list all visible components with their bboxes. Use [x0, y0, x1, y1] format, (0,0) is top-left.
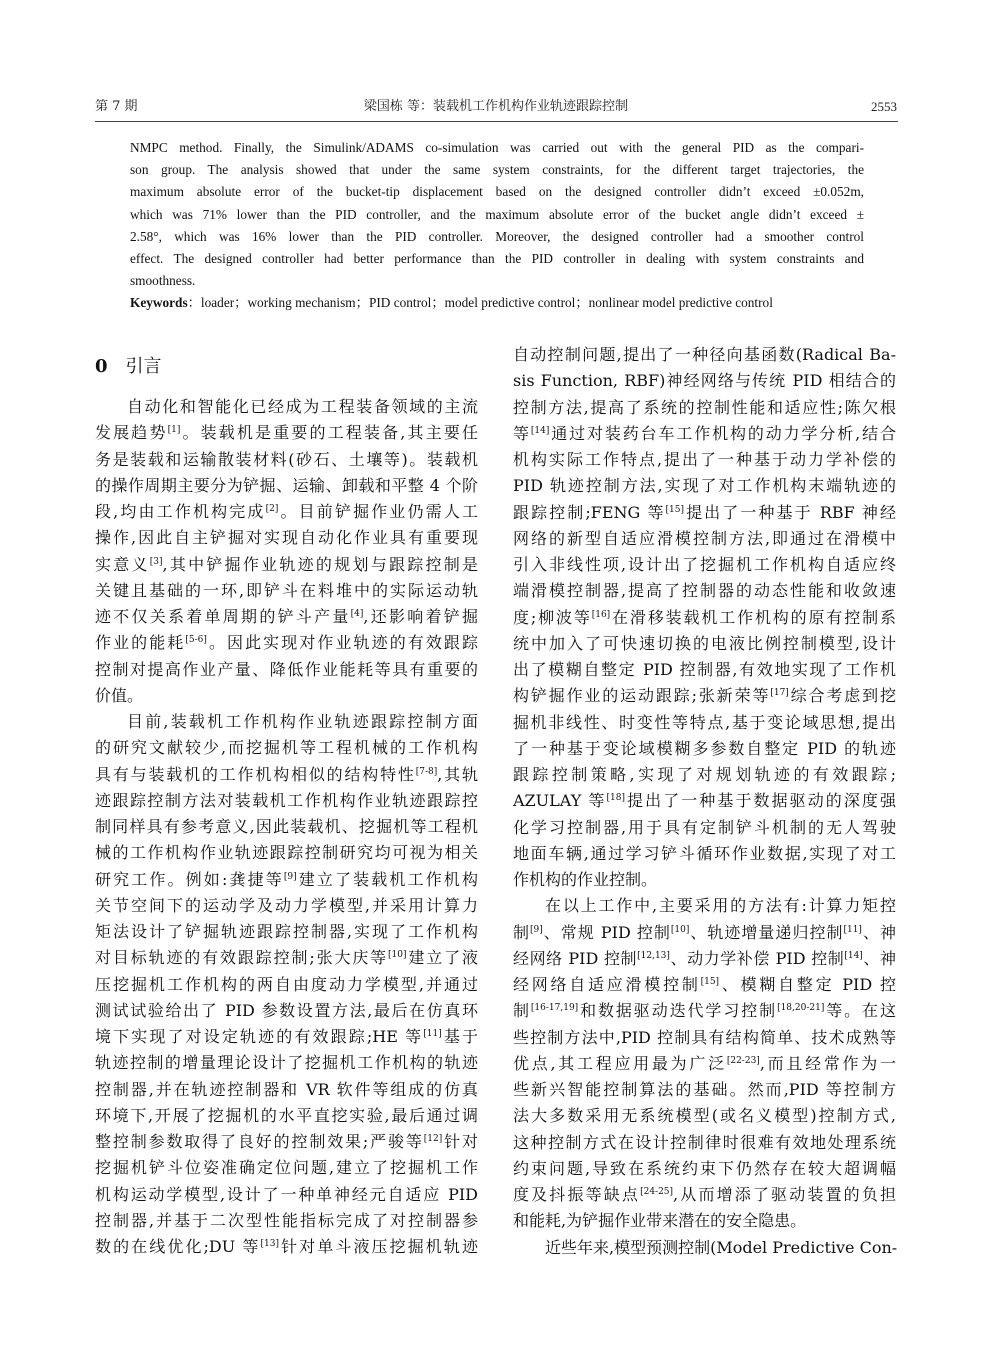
citation-ref[interactable]: [10] — [670, 924, 690, 935]
citation-ref[interactable]: [17] — [770, 688, 789, 699]
citation-ref[interactable]: [9] — [530, 924, 543, 935]
text-run: 境下实现了对设定轨迹的有效跟踪;HE 等 — [95, 1027, 424, 1046]
text-run: 实意义 — [95, 554, 150, 574]
text-line — [95, 630, 478, 656]
text-run: 端滑模控制器,提高了控制器的动态性能和收敛速 — [513, 581, 896, 601]
text-line — [513, 500, 896, 526]
text-run: 约束问题,导致在系统约束下仍然存在较大超调幅 — [513, 1158, 896, 1178]
text-run: 网络的新型自适应滑模控制方法,即通过在滑模中 — [513, 528, 896, 548]
citation-ref[interactable]: [14] — [844, 950, 863, 961]
citation-ref[interactable]: [12] — [423, 1134, 443, 1144]
section-heading — [95, 355, 162, 379]
text-run: 迹不仅关系着单周期的铲斗产量 — [95, 607, 351, 626]
text-line — [95, 683, 478, 709]
text-run: 迹跟踪控制方法对装载机工作机构作业轨迹跟踪控 — [95, 790, 478, 810]
text-run: 经网络自适应滑模控制 — [513, 975, 701, 994]
text-line — [95, 1050, 478, 1076]
text-run: 构铲掘作业的运动跟踪;张新荣等 — [513, 686, 771, 706]
citation-ref[interactable]: [13] — [260, 1239, 279, 1249]
text-line — [95, 972, 478, 998]
text-run: 跟踪控制策略,实现了对规划轨迹的有效跟踪; — [513, 765, 896, 784]
abstract-line: which was 71% lower than the PID controller, and the maximum absolute error of the bucket angle didn’t exceed ± — [130, 206, 864, 222]
text-line — [513, 368, 896, 394]
text-line — [513, 1051, 896, 1077]
keywords-text: ：loader；working mechanism；PID control；model predictive control；nonlinear model predictive control — [187, 295, 773, 311]
text-line — [513, 631, 896, 657]
text-run: 控制器,并基于二次型性能指标完成了对控制器参 — [95, 1210, 478, 1230]
citation-ref[interactable]: [12,13] — [637, 950, 670, 961]
text-line — [95, 1208, 478, 1234]
text-run: PID 轨迹控制方法,实现了对工作机构末端轨迹的 — [513, 476, 896, 496]
header-rule — [95, 121, 898, 122]
text-run: 出了模糊自整定 PID 控制器,有效地实现了工作机 — [513, 660, 896, 679]
text-run: 些控制方法中,PID 控制具有结构简单、技术成熟等 — [513, 1027, 896, 1047]
text-run: 提出了一种基于数据驱动的深度强 — [624, 791, 896, 811]
text-run: 基于 — [441, 1027, 478, 1046]
text-line — [95, 945, 478, 971]
text-run: 矩法设计了铲掘轨迹跟踪控制器,实现了工作机构 — [95, 922, 478, 941]
keywords — [130, 292, 864, 314]
text-run: ,而且经常作为一 — [759, 1053, 896, 1073]
citation-ref[interactable]: [22-23] — [726, 1055, 760, 1066]
abstract — [130, 137, 864, 315]
text-line — [513, 526, 896, 552]
text-run: 整控制参数取得了良好的控制效果;严骏等 — [95, 1132, 424, 1151]
text-run: 建立了装载机工作机构 — [296, 869, 478, 889]
text-line — [95, 814, 478, 840]
text-line — [95, 499, 478, 525]
text-line — [513, 946, 896, 972]
text-line — [95, 919, 478, 945]
text-run: 引入非线性项,设计出了挖掘机工作机构自适应终 — [513, 555, 896, 574]
text-run: ,从而增添了驱动装置的负担 — [673, 1185, 896, 1204]
text-line — [513, 998, 896, 1024]
text-line — [513, 1130, 896, 1156]
text-line — [513, 342, 896, 368]
text-run: 等 — [513, 423, 531, 443]
text-line — [513, 1208, 896, 1234]
text-run: ,其轨 — [437, 764, 478, 784]
text-line — [95, 867, 478, 893]
section-title: 引言 — [125, 356, 162, 377]
text-run: 经网络 PID 控制 — [513, 948, 638, 968]
text-line — [95, 762, 478, 788]
text-run: 具有与装载机的工作机构相似的结构特性 — [95, 764, 416, 784]
text-line — [95, 1103, 478, 1129]
text-line — [513, 657, 896, 683]
text-line — [513, 1235, 896, 1261]
text-line — [513, 1077, 896, 1103]
text-line — [513, 1182, 896, 1208]
text-line — [513, 578, 896, 604]
text-run: 自动化和智能化已经成为工程装备领域的主流 — [127, 397, 478, 416]
text-run: 发展趋势 — [95, 423, 168, 443]
text-run: 和能耗,为铲掘作业带来潜在的安全隐患。 — [513, 1211, 807, 1231]
citation-ref[interactable]: [3] — [149, 556, 163, 567]
abstract-line: son group. The analysis showed that under the same system constraints, for the different target trajectories, the — [130, 162, 864, 178]
paragraph — [95, 709, 478, 1260]
text-run: AZULAY 等 — [513, 791, 607, 811]
text-run: 的研究文献较少,而挖掘机等工程机械的工作机构 — [95, 738, 478, 758]
text-line — [513, 395, 896, 421]
text-run: 法大多数采用无系统模型(或名义模型)控制方式, — [513, 1106, 896, 1126]
text-line — [513, 683, 896, 709]
text-run: ,其中铲掘作业轨迹的规划与跟踪控制是 — [162, 554, 478, 574]
text-run: 制 — [513, 1001, 531, 1021]
text-run: 压挖掘机工作机构的两自由度动力学模型,并通过 — [95, 974, 478, 994]
text-line — [513, 473, 896, 499]
running-title: 梁国栋 等：装载机工作机构作业轨迹跟踪控制 — [363, 99, 629, 114]
citation-ref[interactable]: [24-25] — [640, 1187, 674, 1197]
text-run: 综合考虑到挖 — [788, 686, 896, 706]
text-run: 作业的能耗 — [95, 633, 186, 653]
text-line — [513, 762, 896, 788]
citation-ref[interactable]: [16] — [591, 609, 611, 620]
page-number: 2553 — [871, 99, 897, 114]
text-run: 针对 — [442, 1132, 478, 1151]
text-run: 控制器,并在轨迹控制器和 VR 软件等组成的仿真 — [95, 1079, 478, 1099]
text-line — [95, 1234, 478, 1260]
text-run: 研究工作。例如:龚捷等 — [95, 869, 284, 889]
text-line — [513, 972, 896, 998]
paragraph — [95, 394, 478, 709]
section-number: 0 — [95, 356, 108, 377]
text-line — [513, 867, 896, 893]
text-line — [95, 447, 478, 473]
text-line — [513, 1025, 896, 1051]
text-run: 、模糊自整定 PID 控 — [719, 975, 896, 994]
text-run: 些新兴智能控制算法的基础。然而,PID 等控制方 — [513, 1080, 896, 1099]
text-run: sis Function, RBF)神经网络与传统 PID 相结合的 — [513, 371, 896, 391]
citation-ref[interactable]: [9] — [283, 871, 297, 882]
text-run: 控制方法,提高了系统的控制性能和适应性;陈欠根 — [513, 397, 896, 417]
text-run: 作机构的作业控制。 — [513, 870, 658, 889]
text-run: 和数据驱动迭代学习控制 — [578, 1001, 778, 1021]
text-line — [513, 421, 896, 447]
text-line — [513, 552, 896, 578]
paragraph — [513, 342, 896, 893]
text-run: 机构运动学模型,设计了一种单神经元自适应 PID — [95, 1184, 478, 1204]
citation-ref[interactable]: [14] — [530, 425, 550, 436]
citation-ref[interactable]: [4] — [350, 609, 364, 619]
citation-ref[interactable]: [5-6] — [185, 635, 207, 646]
text-line — [95, 1024, 478, 1050]
text-run: 测试试验给出了 PID 参数设置方法,最后在仿真环 — [95, 1000, 478, 1020]
text-run: 这种控制方式在设计控制律时很难有效地处理系统 — [513, 1132, 896, 1152]
citation-ref[interactable]: [11] — [843, 924, 862, 935]
text-run: 挖掘机铲斗位姿准确定位问题,建立了挖掘机工作 — [95, 1158, 478, 1178]
text-run: 控制对提高作业产量、降低作业能耗等具有重要的 — [95, 659, 478, 679]
text-run: 、神 — [861, 922, 896, 942]
abstract-line: maximum absolute error of the bucket-tip displacement based on the designed controller didn’t exceed ±0.052m, — [130, 184, 864, 200]
paragraph — [513, 1235, 896, 1261]
text-line — [95, 552, 478, 578]
text-run: 统中加入了可快速切换的电液比例控制模型,设计 — [513, 633, 896, 653]
text-run: 近些年来,模型预测控制(Model Predictive Con- — [545, 1237, 898, 1257]
citation-ref[interactable]: [15] — [700, 977, 720, 987]
abstract-line: 2.58°, which was 16% lower than the PID controller. Moreover, the designed controller had a smoother control — [130, 228, 864, 244]
text-run: 务是装载和运输散装材料(砂石、土壤等)。装载机 — [95, 449, 478, 469]
text-run: 关键且基础的一环,即铲斗在料堆中的实际运动轨 — [95, 580, 478, 600]
text-run: 掘机非线性、时变性等特点,基于变论域思想,提出 — [513, 712, 896, 732]
text-run: 操作,因此自主铲掘对实现自动化作业具有重要现 — [95, 528, 478, 548]
text-line — [513, 736, 896, 762]
text-line — [95, 1182, 478, 1208]
text-line — [95, 578, 478, 604]
text-line — [513, 1103, 896, 1129]
text-line — [95, 735, 478, 761]
text-run: 建立了液 — [406, 948, 478, 968]
abstract-lines — [130, 137, 864, 292]
citation-ref[interactable]: [7-8] — [415, 766, 438, 777]
text-line — [513, 447, 896, 473]
text-run: 目前,装载机工作机构作业轨迹跟踪控制方面 — [127, 712, 478, 731]
text-run: 自动控制问题,提出了一种径向基函数(Radical Ba- — [513, 345, 896, 364]
abstract-line: smoothness. — [130, 273, 196, 289]
text-line — [513, 710, 896, 736]
text-run: 数的在线优化;DU 等 — [95, 1237, 261, 1256]
text-run: 、常规 PID 控制 — [542, 922, 671, 942]
text-line — [95, 525, 478, 551]
text-line — [95, 998, 478, 1024]
text-run: 等。在这 — [824, 1001, 896, 1021]
text-run: 跟踪控制;FENG 等 — [513, 502, 666, 522]
text-line — [95, 893, 478, 919]
text-run: 价值。 — [95, 685, 144, 705]
text-run: 提出了一种基于 RBF 神经 — [684, 502, 896, 522]
text-run: 通过对装药台车工作机构的动力学分析,结合 — [549, 423, 896, 443]
keywords-label: Keywords — [130, 295, 188, 311]
citation-ref[interactable]: [18] — [606, 793, 625, 804]
text-run: 轨迹控制的增量理论设计了挖掘机工作机构的轨迹 — [95, 1053, 478, 1073]
citation-ref[interactable]: [15] — [665, 504, 685, 515]
text-run: 、动力学补偿 PID 控制 — [669, 948, 845, 968]
text-run: 了一种基于变论域模糊多参数自整定 PID 的轨迹 — [513, 738, 896, 758]
text-line — [513, 893, 896, 919]
text-run: 、轨迹增量递归控制 — [689, 922, 844, 942]
text-run: 环境下,开展了挖掘机的水平直挖实验,最后通过调 — [95, 1105, 478, 1125]
text-run: 对目标轨迹的有效跟踪控制;张大庆等 — [95, 948, 389, 968]
text-line — [513, 1156, 896, 1182]
citation-ref[interactable]: [2] — [265, 504, 279, 514]
text-run: 。目前铲掘作业仍需人工 — [278, 502, 478, 521]
abstract-line: NMPC method. Finally, the Simulink/ADAMS co-simulation was carried out with the general PID as the compari- — [130, 140, 864, 155]
abstract-line: effect. The designed controller had better performance than the PID controller in dealing with system constraints and — [130, 250, 864, 266]
right-column — [513, 342, 896, 1261]
text-run: ,还影响着铲掘 — [363, 607, 478, 626]
text-line — [513, 788, 896, 814]
text-line — [95, 657, 478, 683]
text-line — [95, 394, 478, 420]
text-line — [95, 1129, 478, 1155]
text-run: 度;柳波等 — [513, 607, 592, 627]
text-run: 、神 — [862, 948, 896, 968]
text-line — [513, 815, 896, 841]
text-line — [513, 605, 896, 631]
text-line — [95, 1077, 478, 1103]
citation-ref[interactable]: [18,20-21] — [777, 1003, 825, 1014]
text-run: 度及抖振等缺点 — [513, 1185, 641, 1204]
text-run: 段,均由工作机构完成 — [95, 502, 266, 521]
text-run: 在以上工作中,主要采用的方法有:计算力矩控 — [545, 896, 896, 916]
text-line — [95, 709, 478, 735]
journal-issue: 第 7 期 — [95, 99, 138, 114]
citation-ref[interactable]: [1] — [167, 425, 181, 436]
text-run: 。装载机是重要的工程装备,其主要任 — [180, 423, 478, 443]
text-line — [513, 920, 896, 946]
text-run: 针对单斗液压挖掘机轨迹 — [279, 1237, 478, 1256]
text-line — [513, 841, 896, 867]
text-line — [95, 840, 478, 866]
text-run: 。因此实现对作业轨迹的有效跟踪 — [206, 633, 478, 653]
citation-ref[interactable]: [11] — [423, 1029, 442, 1039]
text-run: 的操作周期主要分为铲掘、运输、卸载和平整 4 个阶 — [95, 475, 478, 495]
text-run: 制 — [513, 922, 531, 942]
text-run: 地面车辆,通过学习铲斗循环作业数据,实现了对工 — [513, 843, 896, 863]
text-run: 机构实际工作特点,提出了一种基于动力学补偿的 — [513, 450, 896, 469]
text-run: 械的工作机构作业轨迹跟踪控制研究均可视为相关 — [95, 843, 478, 863]
text-line — [95, 1155, 478, 1181]
text-run: 优点,其工程应用最为广泛 — [513, 1053, 727, 1073]
text-line — [95, 604, 478, 630]
text-run: 在滑移装载机工作机构的原有控制系 — [610, 607, 896, 627]
text-line — [95, 473, 478, 499]
paragraph — [513, 893, 896, 1234]
text-run: 化学习控制器,用于具有定制铲斗机制的无人驾驶 — [513, 817, 896, 837]
text-line — [95, 420, 478, 446]
citation-ref[interactable]: [10] — [388, 950, 407, 961]
citation-ref[interactable]: [16-17,19] — [530, 1003, 579, 1014]
left-column — [95, 394, 478, 1260]
text-run: 关节空间下的运动学及动力学模型,并采用计算力 — [95, 895, 478, 915]
text-run: 制同样具有参考意义,因此装载机、挖掘机等工程机 — [95, 817, 478, 836]
text-line — [95, 788, 478, 814]
